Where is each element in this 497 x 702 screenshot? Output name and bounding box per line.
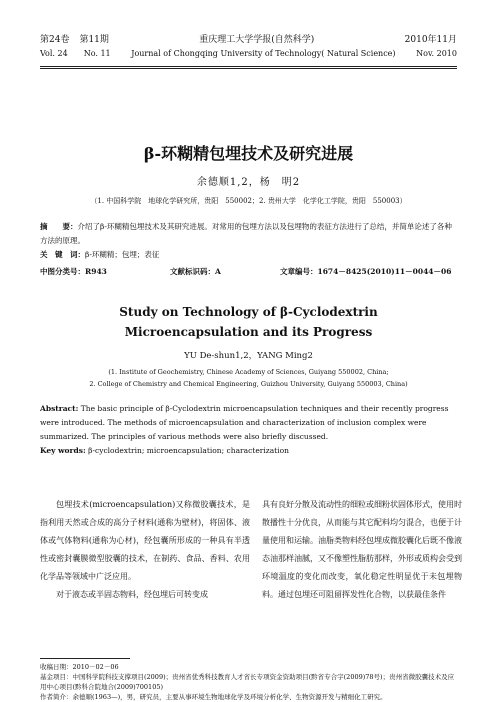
footnote-fund: 基金项目：中国科学院科技支撑项目(2009)；贵州省优秀科技教育人才省长专项资金资助项目(黔省专合字(2009)78号)；贵州省微胶囊技术及应用中心项目(黔科合院地合(2009)700105): [40, 673, 455, 691]
date-cn: 2010年11月: [404, 35, 457, 45]
issue-cn: 第11期: [79, 35, 109, 45]
abstract-en-text: The basic principle of β-Cyclodextrin microencapsulation techniques and their recently progress were introduced. The methods of microencapsulation and characterization of inclusion complex were summarized. The principles of various methods were also briefly discussed.: [40, 404, 449, 441]
footnote-author: 作者简介：余德顺(1963—)，男，研究员，主要从事环境生物地球化学及环境分析化学、生物资源开发与精细化工研究。: [40, 693, 387, 701]
footnote-received: 收稿日期：2010－02－06: [40, 663, 119, 671]
keywords-cn-text: β-环糊精；包埋；表征: [85, 250, 160, 259]
clc: 中图分类号：R943: [40, 267, 107, 276]
abstract-cn-label: 摘 要：: [40, 222, 78, 231]
body-left-para-1: 包埋技术(microencapsulation)又称微胶囊技术，是指利用天然或合成的高分子材料(通称为壁材)，将固体、液体或气体物料(通称为心材)，经包囊所形成的一种具有半透性或密封囊膜微型胶囊的技术，在制药、食品、香料、农用化学品等领域中广泛应用。: [40, 500, 250, 581]
authors-cn: 余德顺1,2，杨 明2: [196, 177, 301, 188]
abstract-en-label: Abstract:: [40, 404, 79, 413]
header-rule-2: [40, 68, 457, 69]
footnotes: [40, 662, 457, 702]
footnote-rule: [40, 658, 130, 659]
header-rule: [40, 66, 457, 67]
volume-en: Vol. 24: [40, 49, 68, 58]
title-en-line-1: Study on Technology of β-Cyclodextrin: [119, 305, 378, 319]
title-en: [0, 302, 497, 342]
body-right-para: 具有良好分散及流动性的细粒或细粉状固体形式，使用时散播性十分优良，从而能与其它配料均匀混合，也便于计量使用和运输。油脂类物料经包埋成微胶囊化后既不像液态油那样油腻，又不像塑性脂肪那样，外形或质构会受到环境温度的变化而改变，氧化稳定性明显优于未包埋物料。通过包埋还可阻留挥发性化合物，以获最佳条件: [262, 500, 462, 599]
title-cn: β-环糊精包埋技术及研究进展: [143, 144, 354, 163]
authors-en: YU De-shun1,2，YANG Ming2: [184, 351, 313, 361]
body-column-right: [262, 496, 462, 604]
abstract-en: [40, 402, 457, 458]
affiliation-en-line-1: (1. Institute of Geochemistry, Chinese Academy of Sciences, Guiyang 550002, China;: [108, 368, 389, 376]
body-column-left: [40, 496, 250, 604]
running-header: [40, 32, 457, 58]
affiliation-en: [0, 366, 497, 390]
classification-line: [40, 266, 457, 277]
title-en-line-2: Microencapsulation and its Progress: [124, 325, 373, 339]
issue-en: No. 11: [83, 49, 111, 58]
keywords-en-text: β-cyclodextrin; microencapsulation; characterization: [88, 446, 289, 455]
keywords-cn-label: 关 键 词：: [40, 250, 85, 259]
doc-code: 文献标识码：A: [170, 267, 221, 276]
affiliation-en-line-2: 2. College of Chemistry and Chemical Engineering, Guizhou University, Guiyang 550003, China): [89, 380, 408, 388]
volume-cn: 第24卷: [40, 35, 70, 45]
journal-en: Journal of Chongqing University of Technology( Natural Science): [131, 49, 396, 58]
date-en: Nov. 2010: [416, 49, 457, 58]
keywords-en-label: Key words:: [40, 446, 86, 455]
abstract-cn: [40, 220, 457, 262]
affiliation-cn: （1. 中国科学院 地球化学研究所，贵阳 550002；2. 贵州大学 化学化工学院，贵阳 550003）: [90, 197, 407, 205]
journal-cn: 重庆理工大学学报(自然科学): [199, 35, 315, 45]
body-left-para-2: 对于液态或半固态物料，经包埋后可转变成: [56, 590, 208, 599]
abstract-cn-text: 介绍了β-环糊精包埋技术及其研究进展。对常用的包埋方法以及包埋物的表征方法进行了总结，并简单论述了各种方法的原理。: [40, 222, 452, 245]
article-no: 文章编号：1674－8425(2010)11－0044－06: [280, 267, 452, 276]
